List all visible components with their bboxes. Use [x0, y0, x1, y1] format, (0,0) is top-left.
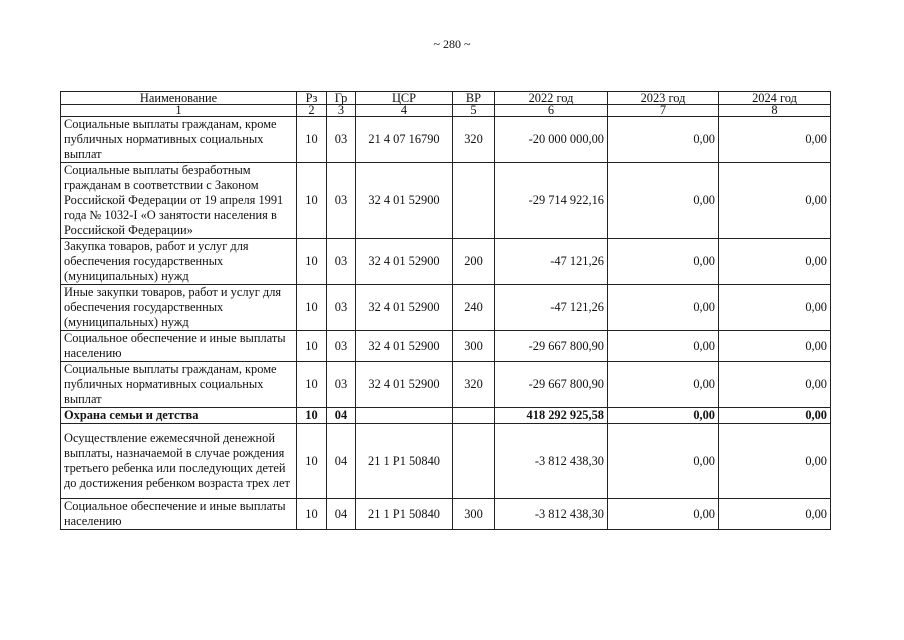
column-number: 4	[356, 105, 453, 117]
row-2024: 0,00	[719, 331, 831, 362]
row-2023: 0,00	[608, 239, 719, 285]
column-number: 1	[61, 105, 297, 117]
header-2022: 2022 год	[495, 92, 608, 105]
row-vr: 320	[453, 362, 495, 408]
header-vr: ВР	[453, 92, 495, 105]
row-rz: 10	[297, 117, 327, 163]
row-vr: 300	[453, 331, 495, 362]
table-row	[61, 239, 831, 285]
row-vr	[453, 163, 495, 239]
row-csr: 32 4 01 52900	[356, 285, 453, 331]
row-2023: 0,00	[608, 331, 719, 362]
column-number: 7	[608, 105, 719, 117]
row-2024: 0,00	[719, 285, 831, 331]
row-csr: 21 1 P1 50840	[356, 424, 453, 499]
row-name: Социальное обеспечение и иные выплаты населению	[61, 331, 297, 362]
page-number: ~ 280 ~	[433, 37, 471, 51]
table-row	[61, 117, 831, 163]
row-gr: 03	[327, 239, 356, 285]
row-vr: 320	[453, 117, 495, 163]
table-row	[61, 424, 831, 499]
row-2022: -29 714 922,16	[495, 163, 608, 239]
row-vr	[453, 424, 495, 499]
column-number: 2	[297, 105, 327, 117]
budget-table	[60, 91, 831, 530]
row-name: Социальные выплаты безработным гражданам в соответствии с Законом Российской Федерации от 19 апреля 1991 года № 1032-I «О занятости населения в Российской Федерации»	[61, 163, 297, 239]
row-csr: 32 4 01 52900	[356, 163, 453, 239]
table-row	[61, 285, 831, 331]
row-csr: 32 4 01 52900	[356, 331, 453, 362]
row-name: Социальные выплаты гражданам, кроме публичных нормативных социальных выплат	[61, 362, 297, 408]
column-number: 8	[719, 105, 831, 117]
row-2023: 0,00	[608, 424, 719, 499]
row-gr: 03	[327, 163, 356, 239]
table-row	[61, 163, 831, 239]
row-vr: 200	[453, 239, 495, 285]
row-2023: 0,00	[608, 362, 719, 408]
row-2024: 0,00	[719, 362, 831, 408]
header-2023: 2023 год	[608, 92, 719, 105]
header-name: Наименование	[61, 92, 297, 105]
row-rz: 10	[297, 285, 327, 331]
table-row-section	[61, 408, 831, 424]
row-csr: 32 4 01 52900	[356, 362, 453, 408]
row-csr: 21 4 07 16790	[356, 117, 453, 163]
row-name: Социальное обеспечение и иные выплаты населению	[61, 499, 297, 530]
column-number: 6	[495, 105, 608, 117]
row-name: Закупка товаров, работ и услуг для обеспечения государственных (муниципальных) нужд	[61, 239, 297, 285]
row-2024: 0,00	[719, 239, 831, 285]
row-name: Иные закупки товаров, работ и услуг для обеспечения государственных (муниципальных) нужд	[61, 285, 297, 331]
row-2022: 418 292 925,58	[495, 408, 608, 424]
row-2023: 0,00	[608, 285, 719, 331]
row-2022: -29 667 800,90	[495, 362, 608, 408]
column-number: 5	[453, 105, 495, 117]
row-gr: 04	[327, 499, 356, 530]
header-csr: ЦСР	[356, 92, 453, 105]
row-2022: -47 121,26	[495, 285, 608, 331]
row-2024: 0,00	[719, 408, 831, 424]
row-csr: 21 1 P1 50840	[356, 499, 453, 530]
row-2024: 0,00	[719, 499, 831, 530]
table-row	[61, 499, 831, 530]
row-2022: -3 812 438,30	[495, 499, 608, 530]
row-vr: 300	[453, 499, 495, 530]
row-csr: 32 4 01 52900	[356, 239, 453, 285]
header-2024: 2024 год	[719, 92, 831, 105]
row-vr: 240	[453, 285, 495, 331]
row-2023: 0,00	[608, 117, 719, 163]
header-rz: Рз	[297, 92, 327, 105]
row-2024: 0,00	[719, 163, 831, 239]
row-gr: 04	[327, 408, 356, 424]
row-2024: 0,00	[719, 117, 831, 163]
row-2023: 0,00	[608, 408, 719, 424]
table-row	[61, 362, 831, 408]
row-vr	[453, 408, 495, 424]
row-gr: 04	[327, 424, 356, 499]
table-row	[61, 331, 831, 362]
row-csr	[356, 408, 453, 424]
row-2022: -3 812 438,30	[495, 424, 608, 499]
row-2024: 0,00	[719, 424, 831, 499]
row-rz: 10	[297, 163, 327, 239]
row-2022: -20 000 000,00	[495, 117, 608, 163]
column-number: 3	[327, 105, 356, 117]
row-gr: 03	[327, 362, 356, 408]
header-gr: Гр	[327, 92, 356, 105]
row-rz: 10	[297, 362, 327, 408]
row-rz: 10	[297, 424, 327, 499]
row-2022: -29 667 800,90	[495, 331, 608, 362]
row-rz: 10	[297, 331, 327, 362]
row-gr: 03	[327, 331, 356, 362]
row-name: Охрана семьи и детства	[61, 408, 297, 424]
row-rz: 10	[297, 499, 327, 530]
row-gr: 03	[327, 117, 356, 163]
column-number-row	[61, 105, 831, 117]
row-name: Осуществление ежемесячной денежной выплаты, назначаемой в случае рождения третьего ребенка или последующих детей до достижения ребенком возраста трех лет	[61, 424, 297, 499]
row-2023: 0,00	[608, 163, 719, 239]
row-name: Социальные выплаты гражданам, кроме публичных нормативных социальных выплат	[61, 117, 297, 163]
row-rz: 10	[297, 239, 327, 285]
row-2022: -47 121,26	[495, 239, 608, 285]
row-2023: 0,00	[608, 499, 719, 530]
row-rz: 10	[297, 408, 327, 424]
row-gr: 03	[327, 285, 356, 331]
